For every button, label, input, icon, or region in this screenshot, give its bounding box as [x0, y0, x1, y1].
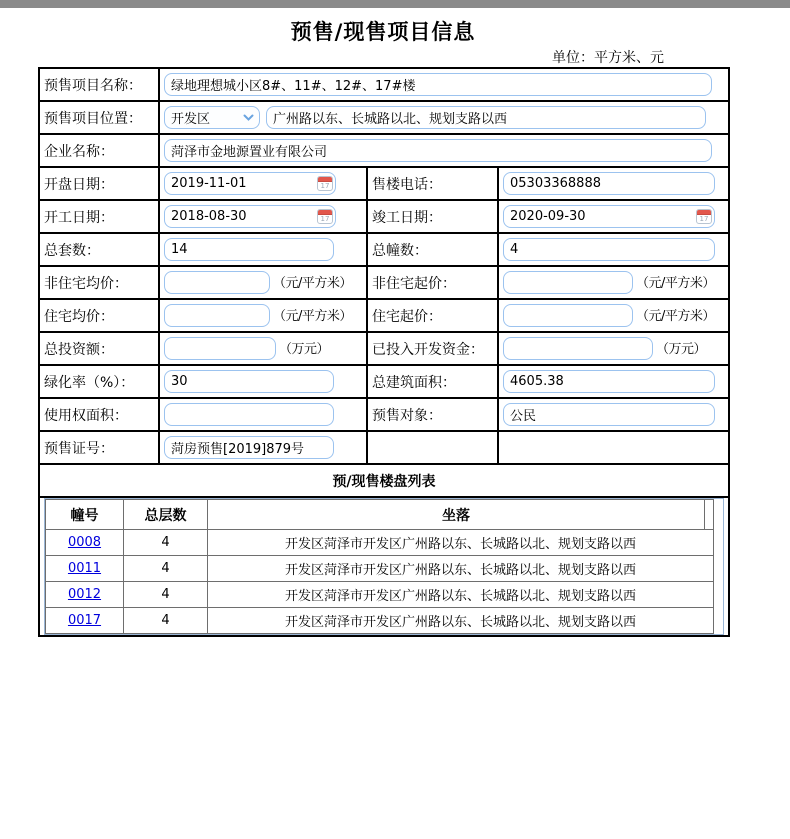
total-buildings-label: 总幢数： — [367, 233, 498, 266]
project-info-form — [38, 67, 730, 637]
total-buildings-input[interactable] — [503, 238, 715, 261]
project-location-label: 预售项目位置： — [39, 101, 159, 134]
nonres-start-price-input[interactable] — [503, 271, 633, 294]
calendar-icon[interactable]: 17 — [317, 176, 333, 191]
calendar-icon[interactable]: 17 — [696, 209, 712, 224]
building-no-link[interactable]: 0011 — [67, 561, 102, 576]
total-investment-unit: （万元） — [279, 341, 330, 357]
completion-date-label: 竣工日期： — [367, 200, 498, 233]
row-project-name — [39, 68, 729, 101]
res-start-price-label: 住宅起价： — [367, 299, 498, 332]
nonres-avg-price-unit: （元/平方米） — [273, 275, 352, 291]
col-header-building-no: 幢号 — [46, 500, 124, 530]
project-name-input[interactable] — [164, 73, 712, 96]
start-date-input[interactable] — [164, 205, 336, 228]
table-row — [46, 556, 714, 582]
total-area-input[interactable] — [503, 370, 715, 393]
project-name-label: 预售项目名称： — [39, 68, 159, 101]
row-useright-target — [39, 398, 729, 431]
company-name-label: 企业名称： — [39, 134, 159, 167]
location-cell: 开发区菏泽市开发区广州路以东、长城路以北、规划支路以西 — [208, 582, 714, 608]
presale-target-label: 预售对象： — [367, 398, 498, 431]
project-location-input[interactable] — [266, 106, 706, 129]
chevron-down-icon — [243, 114, 254, 122]
row-nonres-price — [39, 266, 729, 299]
floors-cell: 4 — [124, 608, 208, 634]
row-investment — [39, 332, 729, 365]
building-list-panel — [44, 498, 724, 635]
presale-cert-label: 预售证号： — [39, 431, 159, 464]
res-start-price-unit: （元/平方米） — [636, 308, 715, 324]
completion-date-input[interactable] — [503, 205, 715, 228]
res-avg-price-label: 住宅均价： — [39, 299, 159, 332]
total-investment-label: 总投资额： — [39, 332, 159, 365]
res-avg-price-unit: （元/平方米） — [273, 308, 352, 324]
res-start-price-input[interactable] — [503, 304, 633, 327]
row-opening-date-phone — [39, 167, 729, 200]
window-top-bar — [0, 0, 790, 8]
district-select-value: 开发区 — [171, 112, 211, 127]
location-cell: 开发区菏泽市开发区广州路以东、长城路以北、规划支路以西 — [208, 608, 714, 634]
use-right-area-input[interactable] — [164, 403, 334, 426]
building-list-header-row — [46, 500, 714, 530]
presale-target-input[interactable] — [503, 403, 715, 426]
invested-funds-input[interactable] — [503, 337, 653, 360]
table-row — [46, 608, 714, 634]
row-list-panel — [39, 497, 729, 636]
sales-phone-label: 售楼电话： — [367, 167, 498, 200]
nonres-avg-price-label: 非住宅均价： — [39, 266, 159, 299]
location-cell: 开发区菏泽市开发区广州路以东、长城路以北、规划支路以西 — [208, 530, 714, 556]
row-res-price — [39, 299, 729, 332]
row-units-buildings — [39, 233, 729, 266]
sales-phone-input[interactable] — [503, 172, 715, 195]
floors-cell: 4 — [124, 530, 208, 556]
total-units-input[interactable] — [164, 238, 334, 261]
district-select[interactable] — [164, 106, 260, 129]
invested-funds-label: 已投入开发资金： — [367, 332, 498, 365]
greening-rate-label: 绿化率（%）： — [39, 365, 159, 398]
nonres-start-price-label: 非住宅起价： — [367, 266, 498, 299]
row-greening-area — [39, 365, 729, 398]
row-presale-cert — [39, 431, 729, 464]
floors-cell: 4 — [124, 556, 208, 582]
building-no-link[interactable]: 0012 — [67, 587, 102, 602]
building-list-title: 预/现售楼盘列表 — [39, 464, 729, 497]
nonres-start-price-unit: （元/平方米） — [636, 275, 715, 291]
row-start-completion-date — [39, 200, 729, 233]
nonres-avg-price-input[interactable] — [164, 271, 270, 294]
row-company-name — [39, 134, 729, 167]
empty-cell — [498, 431, 729, 464]
building-list-table — [45, 499, 714, 634]
start-date-label: 开工日期： — [39, 200, 159, 233]
opening-date-input[interactable] — [164, 172, 336, 195]
company-name-input[interactable] — [164, 139, 712, 162]
total-investment-input[interactable] — [164, 337, 276, 360]
greening-rate-input[interactable] — [164, 370, 334, 393]
table-row — [46, 530, 714, 556]
row-project-location — [39, 101, 729, 134]
col-header-location: 坐落 — [208, 500, 705, 530]
presale-cert-input[interactable] — [164, 436, 334, 459]
floors-cell: 4 — [124, 582, 208, 608]
unit-note: 单位：平方米、元 — [552, 50, 664, 66]
opening-date-label: 开盘日期： — [39, 167, 159, 200]
location-cell: 开发区菏泽市开发区广州路以东、长城路以北、规划支路以西 — [208, 556, 714, 582]
total-units-label: 总套数： — [39, 233, 159, 266]
total-area-label: 总建筑面积： — [367, 365, 498, 398]
building-no-link[interactable]: 0008 — [67, 535, 102, 550]
use-right-area-label: 使用权面积： — [39, 398, 159, 431]
row-list-title — [39, 464, 729, 497]
col-header-floors: 总层数 — [124, 500, 208, 530]
calendar-icon[interactable]: 17 — [317, 209, 333, 224]
invested-funds-unit: （万元） — [656, 341, 707, 357]
res-avg-price-input[interactable] — [164, 304, 270, 327]
table-row — [46, 582, 714, 608]
page-title: 预售/现售项目信息 — [290, 20, 476, 44]
scrollbar-spacer — [705, 500, 714, 530]
empty-cell — [367, 431, 498, 464]
building-no-link[interactable]: 0017 — [67, 613, 102, 628]
